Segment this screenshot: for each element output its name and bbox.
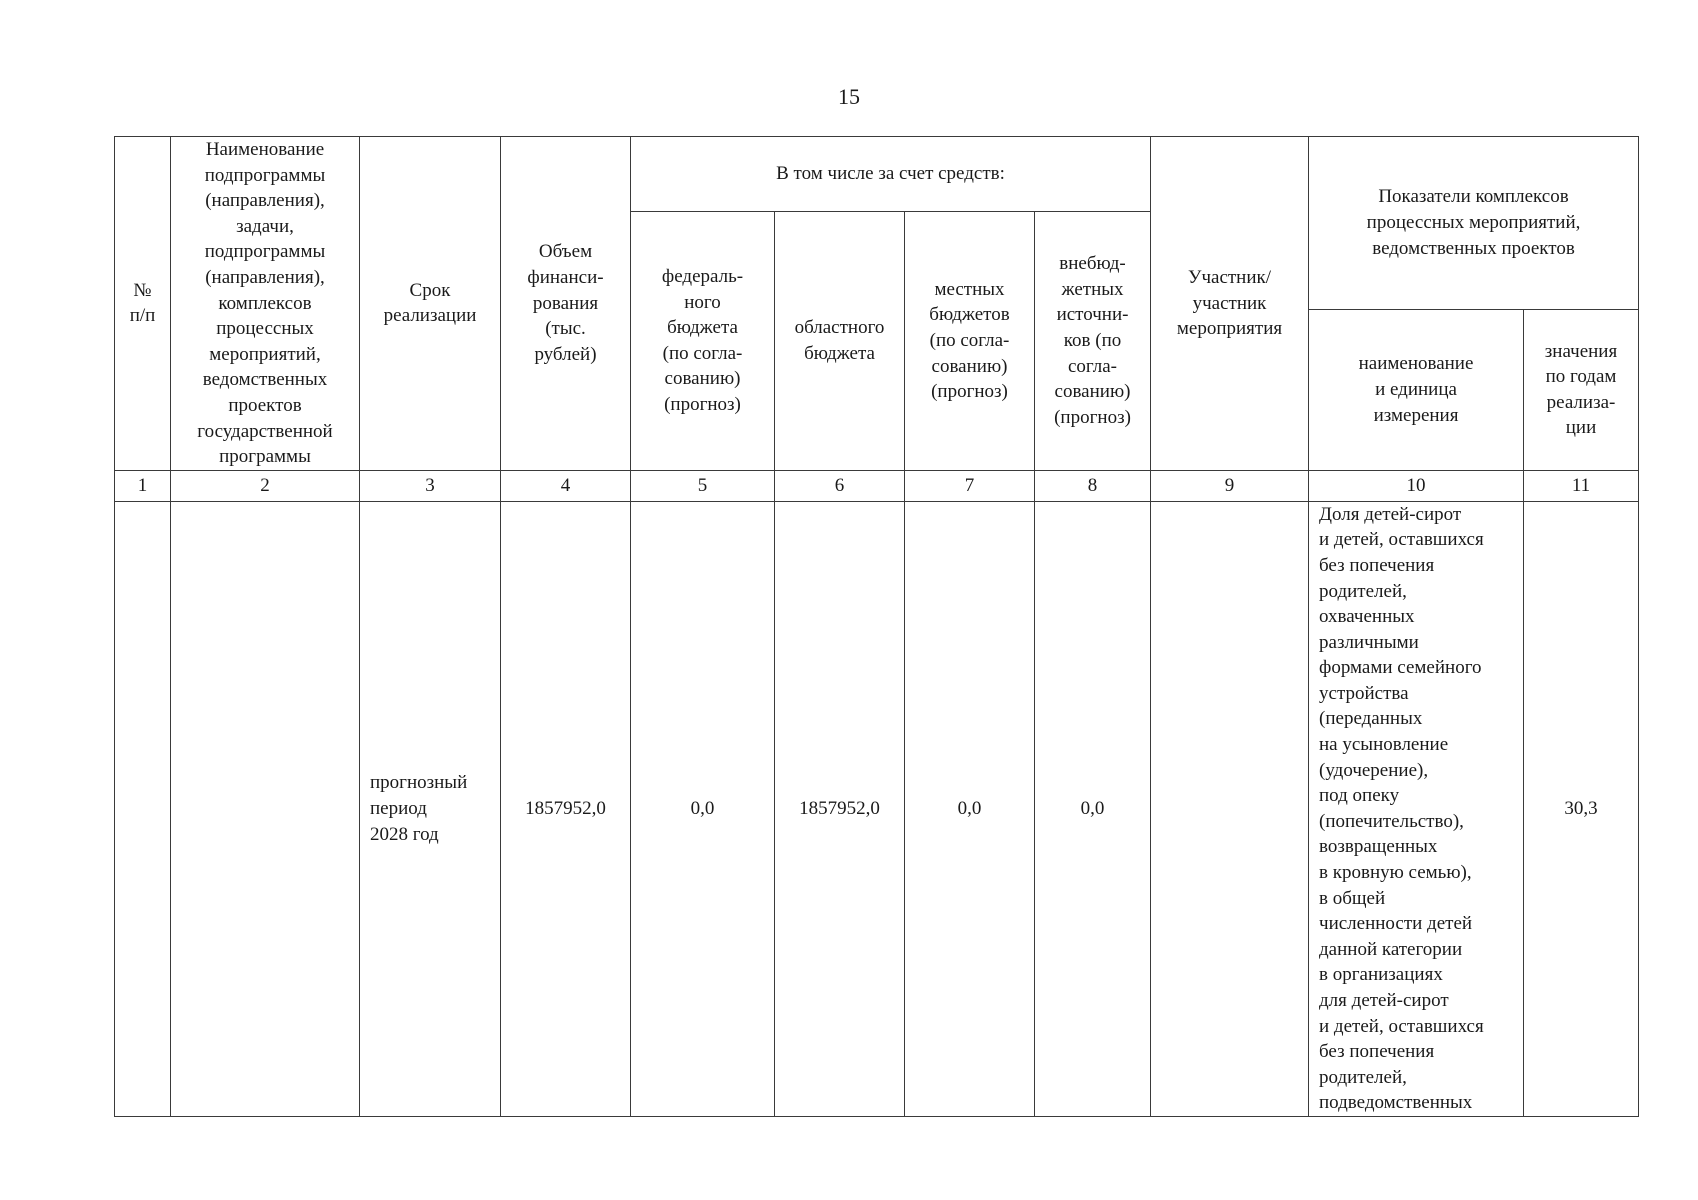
column-number: 8 xyxy=(1035,470,1151,501)
column-number: 3 xyxy=(360,470,501,501)
column-number: 1 xyxy=(115,470,171,501)
cell-name xyxy=(171,501,360,1116)
cell-regional: 1857952,0 xyxy=(775,501,905,1116)
header-cell-volume: Объем финанси- рования (тыс. рублей) xyxy=(501,137,631,471)
column-number-row xyxy=(115,470,1639,501)
cell-period: прогнозный период 2028 год xyxy=(360,501,501,1116)
cell-extrabudget: 0,0 xyxy=(1035,501,1151,1116)
column-number: 4 xyxy=(501,470,631,501)
column-number: 7 xyxy=(905,470,1035,501)
header-cell-funds-group: В том числе за счет средств: xyxy=(631,137,1151,212)
header-cell-period: Срок реализации xyxy=(360,137,501,471)
header-cell-number: № п/п xyxy=(115,137,171,471)
page-number: 15 xyxy=(838,84,860,109)
column-number: 2 xyxy=(171,470,360,501)
header-cell-indicator-values: значения по годам реализа- ции xyxy=(1524,309,1639,470)
cell-volume: 1857952,0 xyxy=(501,501,631,1116)
table-row xyxy=(115,501,1639,1116)
column-number: 5 xyxy=(631,470,775,501)
header-cell-indicator-name: наименование и единица измерения xyxy=(1309,309,1524,470)
header-cell-participant: Участник/ участник мероприятия xyxy=(1151,137,1309,471)
header-cell-regional: областного бюджета xyxy=(775,212,905,471)
header-cell-indicators-group: Показатели комплексов процессных мероприятий, ведомственных проектов xyxy=(1309,137,1639,310)
column-number: 9 xyxy=(1151,470,1309,501)
header-cell-federal: федераль- ного бюджета (по согла- сованию) (прогноз) xyxy=(631,212,775,471)
program-table xyxy=(114,136,1639,1117)
cell-federal: 0,0 xyxy=(631,501,775,1116)
header-cell-name: Наименование подпрограммы (направления), задачи, подпрограммы (направления), комплексов процессных мероприятий, ведомственных проектов государственной программы xyxy=(171,137,360,471)
column-number: 11 xyxy=(1524,470,1639,501)
header-cell-extrabudget: внебюд- жетных источни- ков (по согла- сованию) (прогноз) xyxy=(1035,212,1151,471)
column-number: 6 xyxy=(775,470,905,501)
header-cell-local: местных бюджетов (по согла- сованию) (прогноз) xyxy=(905,212,1035,471)
cell-indicator-value: 30,3 xyxy=(1524,501,1639,1116)
cell-number xyxy=(115,501,171,1116)
cell-participant xyxy=(1151,501,1309,1116)
cell-local: 0,0 xyxy=(905,501,1035,1116)
cell-indicator-name: Доля детей-сирот и детей, оставшихся без попечения родителей, охваченных различными формами семейного устройства (переданных на усыновление (удочерение), под опеку (попечительство), возвращенных в кровную семью), в общей численности детей данной категории в организациях для детей-сирот и детей, оставшихся без попечения родителей, подведомственных xyxy=(1309,501,1524,1116)
column-number: 10 xyxy=(1309,470,1524,501)
